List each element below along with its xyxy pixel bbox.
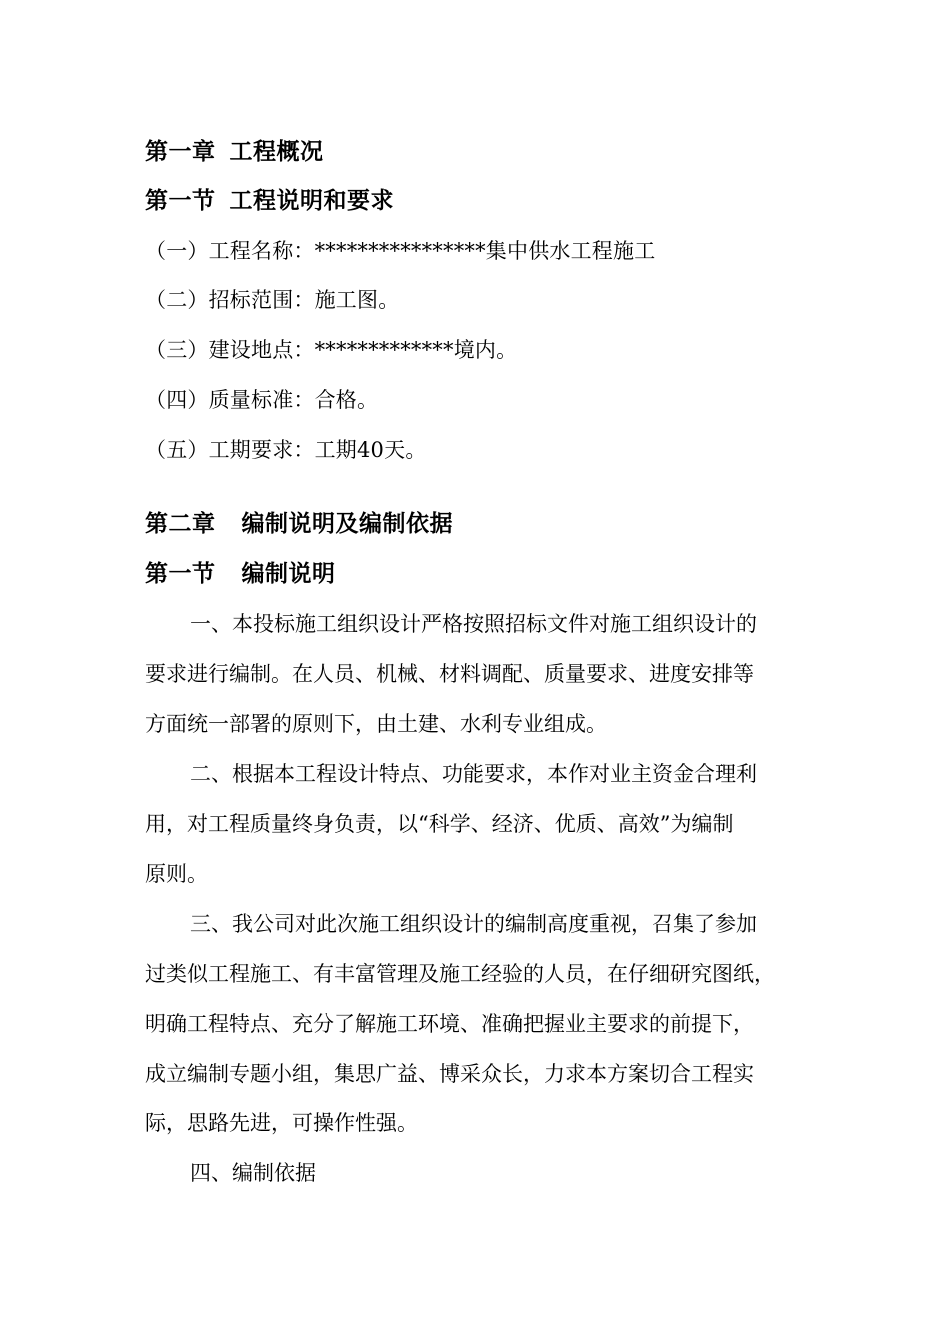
paragraph-line: 原则。 <box>145 862 208 886</box>
compilation-basis-heading: 四、编制依据 <box>190 1161 316 1185</box>
paragraph-line: 二、根据本工程设计特点、功能要求，本作对业主资金合理利 <box>190 762 757 786</box>
chapter-2-title: 编制说明及编制依据 <box>241 511 453 537</box>
chapter-1-heading <box>145 137 324 167</box>
chapter-2-section-heading <box>145 559 336 589</box>
schedule-requirement-item: （五）工期要求：工期40天。 <box>145 438 427 462</box>
chapter-2-number: 第二章 <box>145 511 216 537</box>
chapter-1-title: 工程概况 <box>229 139 324 165</box>
section-1-title: 工程说明和要求 <box>229 188 394 214</box>
paragraph-line: 明确工程特点、充分了解施工环境、准确把握业主要求的前提下， <box>145 1012 754 1036</box>
chapter-1-number: 第一章 <box>145 139 216 165</box>
section-2-title: 编制说明 <box>241 561 336 587</box>
chapter-2-heading <box>145 509 453 539</box>
section-1-number: 第一节 <box>145 188 216 214</box>
chapter-1-section-heading <box>145 186 394 216</box>
construction-site-item: （三）建设地点：*************境内。 <box>145 338 518 362</box>
paragraph-line: 方面统一部署的原则下，由土建、水利专业组成。 <box>145 712 607 736</box>
section-2-number: 第一节 <box>145 561 216 587</box>
quality-standard-item: （四）质量标准：合格。 <box>145 388 379 412</box>
paragraph-line: 要求进行编制。在人员、机械、材料调配、质量要求、进度安排等 <box>145 662 754 686</box>
paragraph-line: 用，对工程质量终身负责，以“科学、经济、优质、高效”为编制 <box>145 812 734 836</box>
paragraph-line: 过类似工程施工、有丰富管理及施工经验的人员，在仔细研究图纸， <box>145 962 775 986</box>
bidding-scope-item: （二）招标范围：施工图。 <box>145 288 400 312</box>
paragraph-line: 际，思路先进，可操作性强。 <box>145 1111 418 1135</box>
project-name-item: （一）工程名称：****************集中供水工程施工 <box>145 239 656 263</box>
paragraph-line: 三、我公司对此次施工组织设计的编制高度重视，召集了参加 <box>190 912 757 936</box>
paragraph-line: 成立编制专题小组，集思广益、博采众长，力求本方案切合工程实 <box>145 1062 754 1086</box>
paragraph-line: 一、本投标施工组织设计严格按照招标文件对施工组织设计的 <box>190 612 757 636</box>
